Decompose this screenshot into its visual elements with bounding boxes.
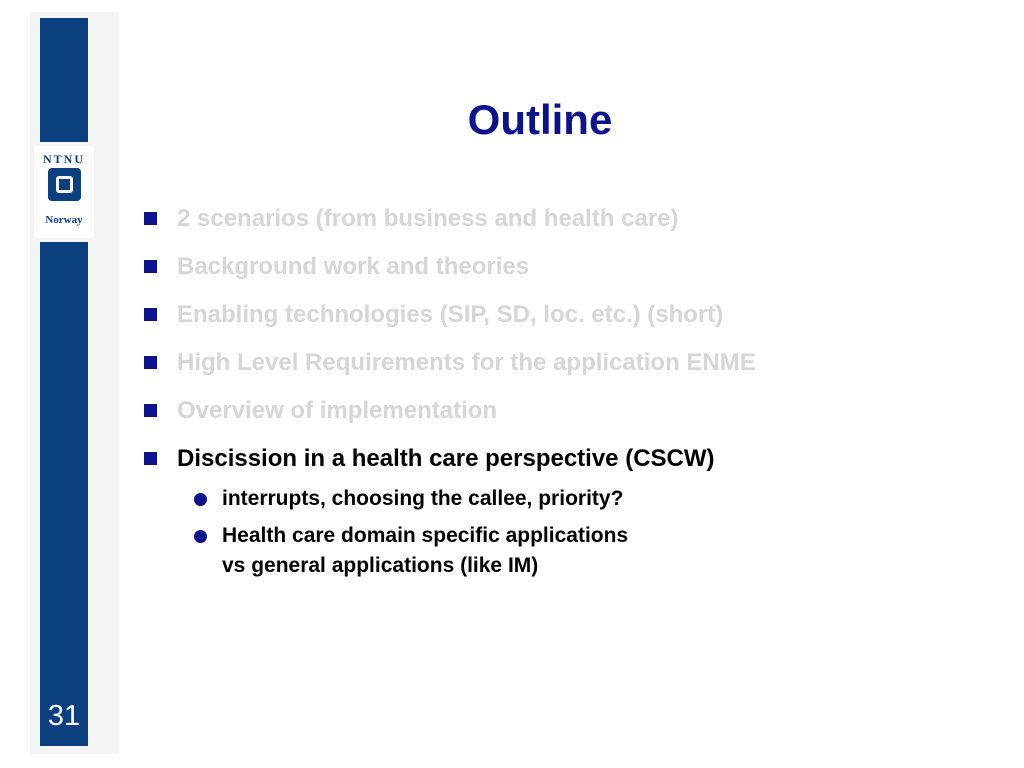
square-bullet-icon — [144, 308, 157, 321]
sub-bullet-item — [140, 484, 1000, 514]
sub-bullet-list — [140, 484, 1000, 588]
square-bullet-icon — [144, 356, 157, 369]
bullet-text: Discission in a health care perspective (CSCW) — [177, 445, 715, 472]
sub-bullet-text: vs general applications (like IM) — [222, 554, 539, 577]
sidebar-band-top — [40, 18, 88, 142]
slide-title: Outline — [467, 96, 613, 143]
bullet-text: Overview of implementation — [177, 397, 498, 424]
sidebar-band-bottom — [40, 242, 88, 746]
bullet-item — [140, 395, 1000, 443]
logo-square-inner — [56, 176, 73, 193]
sub-bullet-item — [140, 521, 1000, 581]
bullet-item — [140, 347, 1000, 395]
square-bullet-icon — [144, 404, 157, 417]
bullet-text: High Level Requirements for the application ENME — [177, 349, 756, 376]
bullet-item — [140, 251, 1000, 299]
logo-bottom-text: Norway — [45, 214, 83, 226]
logo-top-text: NTNU — [42, 152, 85, 166]
bullet-text: 2 scenarios (from business and health care) — [177, 205, 679, 232]
sub-bullet-text: interrupts, choosing the callee, priority? — [222, 487, 624, 510]
bullet-item — [140, 299, 1000, 347]
round-bullet-icon — [194, 530, 207, 543]
square-bullet-icon — [144, 260, 157, 273]
slide-number: 31 — [47, 700, 81, 732]
square-bullet-icon — [144, 452, 157, 465]
logo-square-icon — [48, 168, 81, 201]
round-bullet-icon — [194, 493, 207, 506]
bullet-item-active — [140, 443, 1000, 483]
bullet-list — [140, 203, 1000, 483]
bullet-item — [140, 203, 1000, 251]
ntnu-logo — [34, 146, 94, 238]
square-bullet-icon — [144, 212, 157, 225]
sub-bullet-text: Health care domain specific applications — [222, 524, 629, 547]
bullet-text: Enabling technologies (SIP, SD, loc. etc.) (short) — [177, 301, 724, 328]
bullet-text: Background work and theories — [177, 253, 530, 280]
